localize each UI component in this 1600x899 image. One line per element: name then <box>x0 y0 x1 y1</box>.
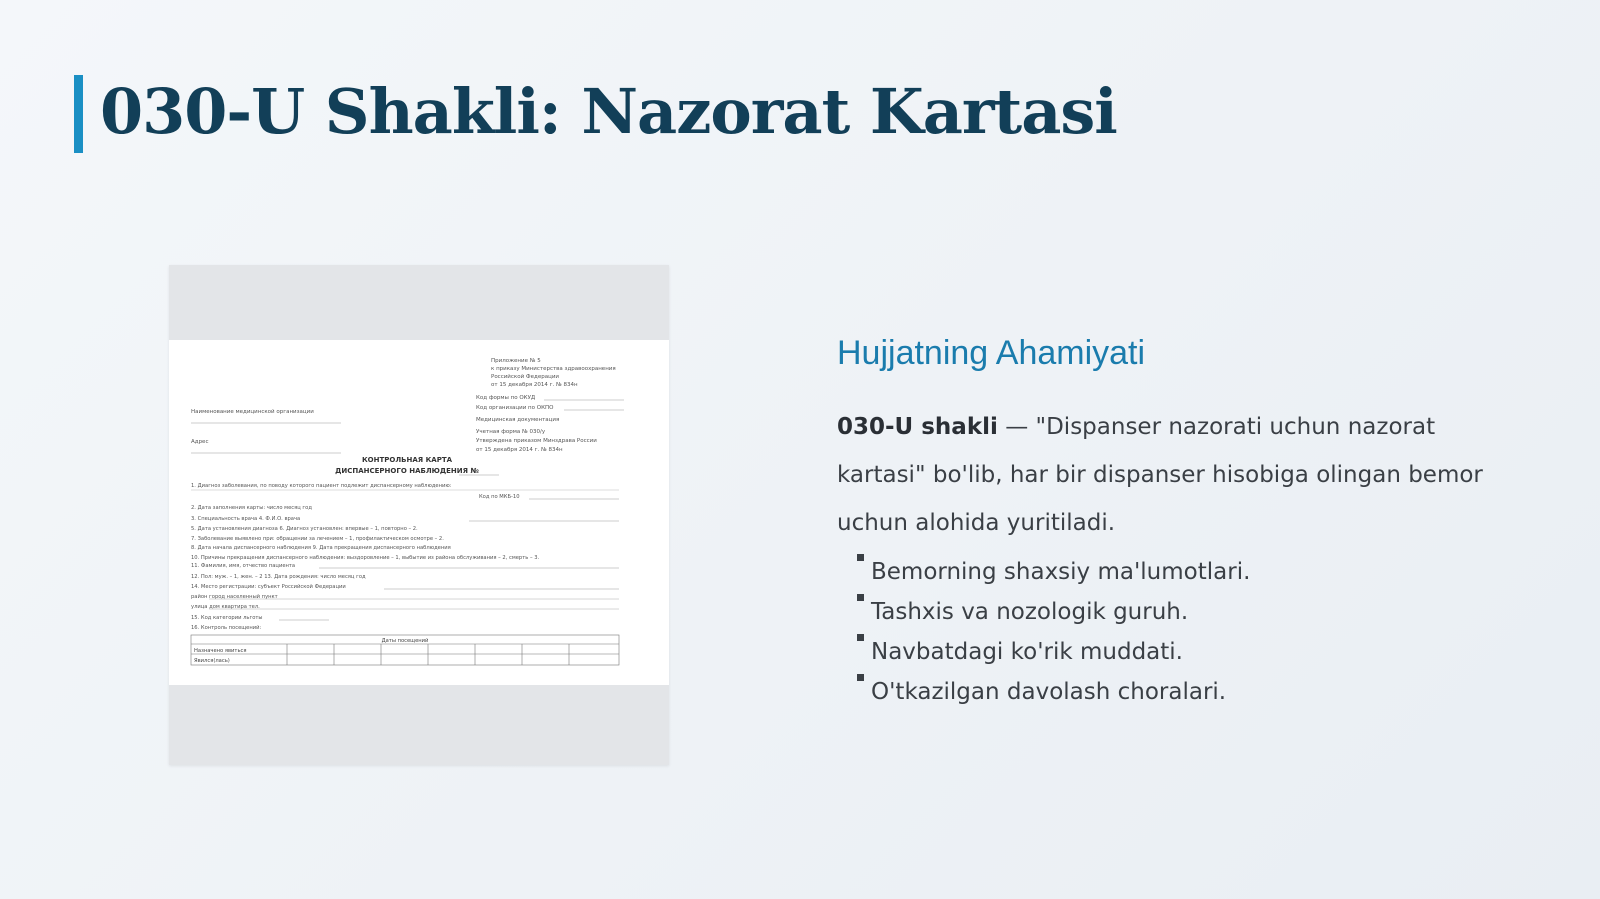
doc-header-line: от 15 декабря 2014 г. № 834н <box>491 382 578 388</box>
doc-item: 11. Фамилия, имя, отчество пациента <box>191 563 296 569</box>
list-item <box>855 592 1250 632</box>
document-paper <box>169 340 669 685</box>
doc-card-subtitle: ДИСПАНСЕРНОГО НАБЛЮДЕНИЯ № <box>335 467 479 475</box>
doc-table-header: Даты посещений <box>381 638 429 644</box>
bullet-icon <box>857 674 864 681</box>
list-item-text: O'tkazilgan davolash choralari. <box>871 679 1227 705</box>
doc-item: 2. Дата заполнения карты: число месяц год <box>191 505 312 511</box>
form-030u-scan <box>169 340 669 685</box>
doc-item: 15. Код категории льготы <box>191 615 263 621</box>
doc-card-title: КОНТРОЛЬНАЯ КАРТА <box>361 456 453 464</box>
document-image <box>169 265 669 765</box>
doc-table-row-label: Явился(лась) <box>194 658 230 664</box>
doc-right-field: Учетная форма № 030/у <box>476 429 546 435</box>
bullet-icon <box>857 634 864 641</box>
section-heading: Hujjatning Ahamiyati <box>837 334 1146 372</box>
doc-item: 12. Пол: муж. – 1, жен. – 2 13. Дата рождения: число месяц год <box>191 574 366 580</box>
description-paragraph <box>837 403 1527 547</box>
list-item-text: Navbatdagi ko'rik muddati. <box>871 639 1183 665</box>
description-text: — "Dispanser nazorati uchun nazorat kartasi" bo'lib, har bir dispanser hisobiga olingan bemor uchun alohida yuritiladi. <box>837 414 1483 536</box>
title-accent-bar <box>74 75 83 153</box>
doc-right-field: Утверждена приказом Минздрава России <box>476 438 597 444</box>
doc-right-field: Код формы по ОКУД <box>476 395 536 401</box>
key-points-list <box>855 552 1250 712</box>
doc-address-label: Адрес <box>191 439 209 445</box>
doc-right-field: от 15 декабря 2014 г. № 834н <box>476 447 563 453</box>
doc-item: улица дом квартира тел. <box>191 604 260 610</box>
bullet-icon <box>857 554 864 561</box>
list-item-text: Bemorning shaxsiy ma'lumotlari. <box>871 559 1251 585</box>
list-item <box>855 552 1250 592</box>
doc-table-row-label: Назначено явиться <box>194 648 247 654</box>
doc-header-line: Приложение № 5 <box>491 358 541 364</box>
doc-item: район город населенный пункт <box>191 594 278 600</box>
doc-item: 3. Специальность врача 4. Ф.И.О. врача <box>191 516 301 522</box>
doc-item: 14. Место регистрации: субъект Российской Федерации <box>191 584 346 590</box>
doc-header-line: к приказу Министерства здравоохранения <box>491 366 616 372</box>
doc-org-label: Наименование медицинской организации <box>191 409 314 415</box>
slide-title: 030-U Shakli: Nazorat Kartasi <box>100 75 1117 148</box>
doc-item: 1. Диагноз заболевания, по поводу которого пациент подлежит диспансерному наблюдению: <box>191 483 452 489</box>
list-item-text: Tashxis va nozologik guruh. <box>871 599 1189 625</box>
description-bold-term: 030-U shakli <box>837 414 998 440</box>
doc-right-field: Код организации по ОКПО <box>476 405 554 411</box>
bullet-icon <box>857 594 864 601</box>
doc-item: Код по МКБ-10 <box>479 494 520 500</box>
doc-header-line: Российской Федерации <box>491 374 559 380</box>
doc-item: 16. Контроль посещений: <box>191 625 262 631</box>
list-item <box>855 632 1250 672</box>
doc-item: 10. Причины прекращения диспансерного наблюдения: выздоровление – 1, выбытие из района обслуживания – 2, смерть – 3. <box>191 555 540 561</box>
list-item <box>855 672 1250 712</box>
doc-item: 7. Заболевание выявлено при: обращении за лечением – 1, профилактическом осмотре – 2. <box>191 536 444 542</box>
doc-right-field: Медицинская документация <box>476 417 560 423</box>
doc-item: 5. Дата установления диагноза 6. Диагноз установлен: впервые – 1, повторно – 2. <box>191 526 418 532</box>
doc-item: 8. Дата начала диспансерного наблюдения 9. Дата прекращения диспансерного наблюдения <box>191 545 451 551</box>
